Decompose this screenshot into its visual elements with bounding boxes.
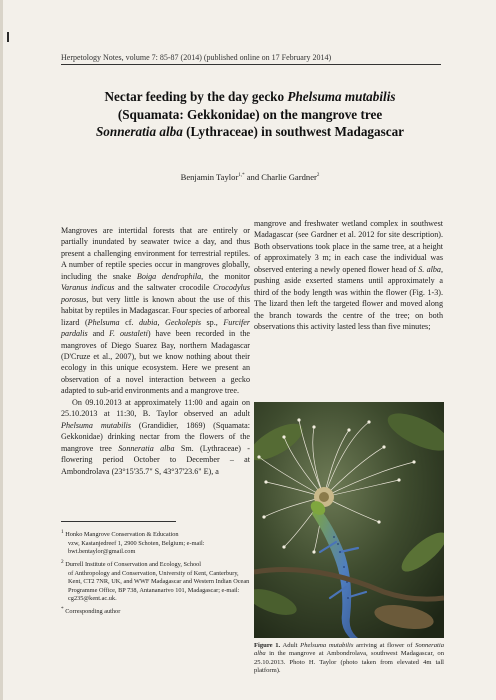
text: Mangroves are intertidal forests that are entirely or partially inundated by seawater twice a day, and thus present a challenging environment for terrestrial reptiles. A number of reptile species occur in mangroves globally, including the snake: [61, 226, 250, 281]
text: , the monitor: [201, 271, 250, 281]
body-column-left: [61, 225, 250, 477]
caption-label: Figure 1.: [254, 642, 281, 649]
paragraph-1: [61, 225, 250, 397]
text: mangrove and freshwater wetland complex in southwest Madagascar (see Gardner et al. 2012 for site description). Both observations took place in the same tree, at a height of approximately 3 m; in each case the individual was observed entering a newly opened flower head of: [254, 219, 443, 274]
margin-mark: [7, 32, 9, 42]
footnote-text: vzw, Kastanjedreef 1, 2900 Schoten, Belgium; e-mail: bwt.bentaylor@gmail.com: [68, 539, 205, 556]
text: sp.,: [200, 317, 224, 327]
title-species-1: Phelsuma mutabilis: [287, 89, 396, 104]
species-name: Phelsuma mutabilis: [61, 420, 131, 430]
text: , but very little is known about the use of this habitat by reptiles in Madagascar. Four species of arboreal lizard (: [61, 294, 251, 327]
figure-caption: [254, 642, 444, 676]
author-2-affiliation: 2: [316, 173, 320, 179]
paragraph-2: [61, 397, 250, 477]
page-edge: [0, 0, 3, 700]
species-name: Phelsuma: [87, 317, 120, 327]
species-name: dubia: [139, 317, 158, 327]
text: and: [87, 329, 110, 339]
journal-header: Herpetology Notes, volume 7: 85-87 (2014) (published online on 17 February 2014): [61, 53, 441, 65]
species-name: F. oustaleti: [109, 329, 148, 339]
text: Adult: [280, 642, 301, 649]
text: and the saltwater crocodile: [114, 283, 213, 293]
species-name: Geckolepis: [165, 317, 201, 327]
title-line2: (Squamata: Gekkonidae) on the mangrove tree: [117, 106, 383, 122]
species-name: Phelsuma mutabilis: [300, 642, 354, 649]
footnote-mark: 2: [61, 558, 64, 565]
author-1: Benjamin Taylor: [180, 172, 239, 182]
title-line1-prefix: Nectar feeding by the day gecko: [104, 89, 288, 104]
figure-photo: [254, 402, 444, 638]
text: (Grandidier, 1869) (Squamata: Gekkonidae) drinking nectar from the flowers of the mangrove tree: [61, 420, 250, 453]
species-name: Varanus indicus: [61, 283, 115, 293]
title-species-2: Sonneratia alba: [95, 124, 183, 139]
footnote-mark: 1: [61, 529, 64, 535]
footnote-mark: *: [61, 605, 64, 612]
species-name: Crocodylus porosus: [61, 283, 251, 304]
species-name: Furcifer pardalis: [61, 317, 251, 339]
footnote-2: [61, 558, 251, 604]
footnote-text: Honko Mangrove Conservation & Education: [65, 531, 179, 539]
footnotes: [61, 528, 251, 618]
author-1-affiliation: 1,*: [238, 173, 245, 179]
species-name: S. alba: [418, 264, 441, 274]
author-and: and: [244, 172, 262, 182]
text: ) have been recorded in the mangroves of Diego Suarez Bay, northern Madagascar (D'Cruze et al., 2007), but we know nothing about their ecology in this unique ecosystem. Here we present an observation of a novel interaction between a gecko adapted to sub-arid environments and a mangrove tree.: [61, 329, 250, 396]
text: On 09.10.2013 at approximately 11:00 and again on 25.10.2013 at 11:30, B. Taylor observed an adult: [61, 397, 250, 419]
title-line3-suffix: (Lythraceae) in southwest Madagascar: [182, 124, 405, 139]
text: ,: [157, 317, 166, 327]
species-name: Sonneratia alba: [254, 642, 445, 658]
footnote-text: Durrell Institute of Conservation and Ecology, School: [65, 560, 202, 568]
text: Sm. (Lythraceae) - flowering period October to December – at Ambondrolava (23°15'35.7" S, 43°37'23.6" E), a: [61, 443, 250, 476]
text: cf.: [119, 317, 139, 327]
gecko-flower-photo: [254, 402, 444, 638]
text: , pushing aside exserted stamens until approximately a third of the body length was within the flower (Fig. 1-3). The lizard then left the targeted flower and moved along the branch towards the centre of the tree; on both observations this activity lasted less than five minutes;: [254, 264, 443, 332]
paragraph-3: [254, 218, 443, 333]
text: arriving at flower of: [353, 642, 416, 649]
body-column-right: [254, 218, 443, 333]
footnote-text: Corresponding author: [65, 608, 121, 616]
footnote-1: [61, 528, 251, 557]
author-line: [60, 172, 440, 182]
species-name: Sonneratia alba: [118, 443, 175, 453]
footnote-divider: [61, 521, 176, 522]
footnote-3: [61, 605, 251, 617]
footnote-text: of Anthropology and Conservation, University of Kent, Canterbury, Kent, CT2 7NR, UK, and WWF Madagascar and Western Indian Ocean Programme Office, BP 738, Antananarivo 101, Madagascar; e-mail: cg235@kent.ac.uk.: [68, 569, 250, 603]
species-name: Boiga dendrophila: [136, 271, 202, 281]
text: in the mangrove at Ambondrolava, southwest Madagascar, on 25.10.2013. Photo H. Taylor (photo taken from elevated 4m tall platform).: [254, 650, 444, 675]
author-2: Charlie Gardner: [261, 172, 317, 182]
article-title: [60, 88, 440, 141]
